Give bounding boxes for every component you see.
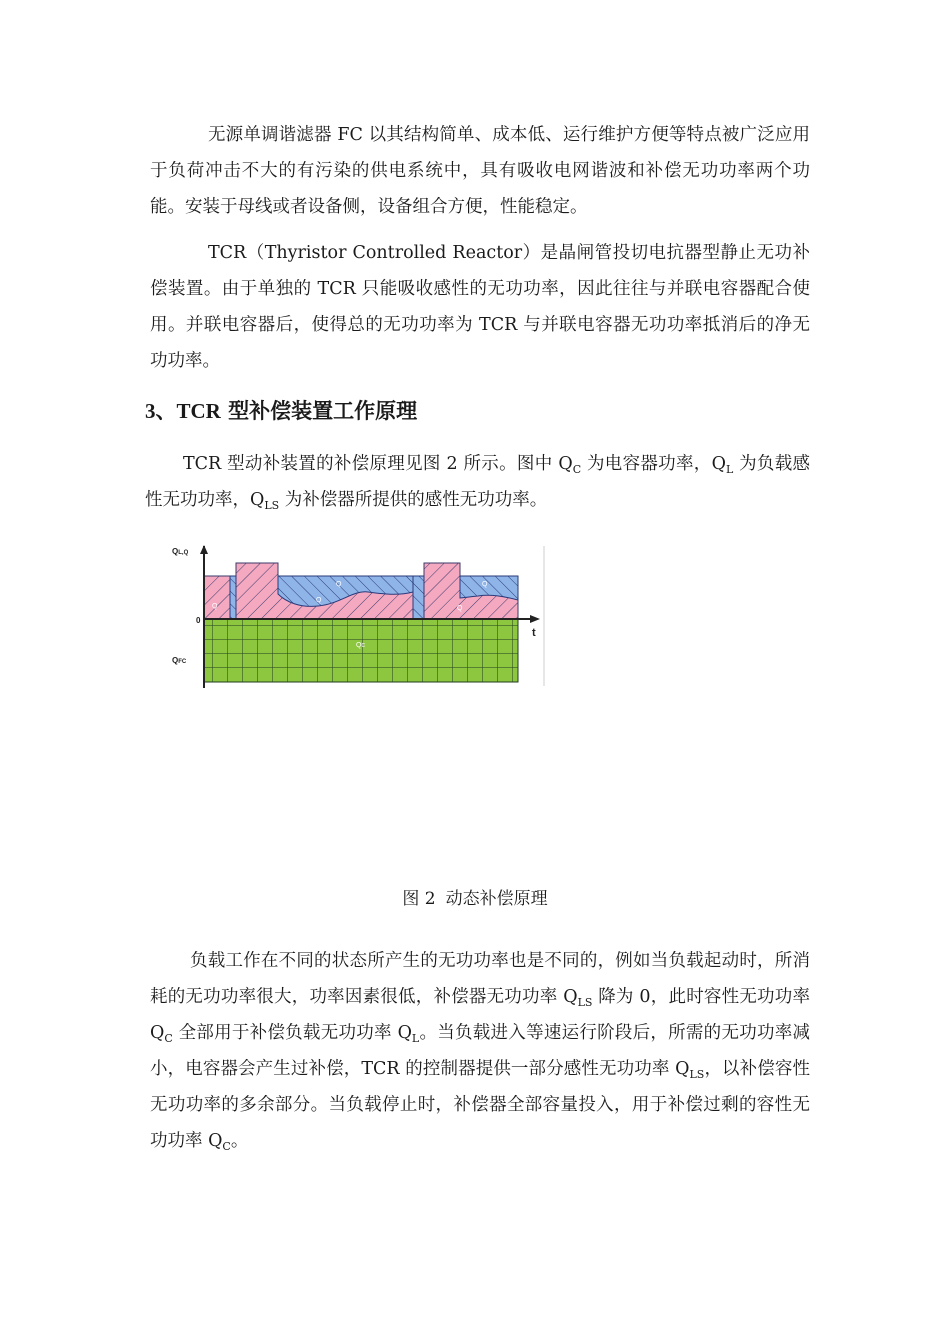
y-axis-label: QL,Q (172, 547, 189, 556)
region-label: Q (212, 603, 218, 610)
text-run: 为电容器功率，Q (581, 454, 726, 474)
paragraph-load-states (150, 943, 810, 1159)
text-run: 负载工作在不同的状态所产生的无功功率也是不同的，例如当负载起动时，所消耗的无功功率很大，功率因素很低，补偿器无功功率 Q (150, 951, 810, 1007)
subscript: LS (577, 996, 593, 1009)
section-title: 型补偿装置工作原理 (220, 398, 418, 423)
region-label: Q (482, 581, 488, 588)
subscript: LS (264, 499, 280, 512)
compensation-gap-1 (230, 576, 236, 619)
text-run: 为负载感性无功功率，Q (145, 454, 810, 510)
paragraph-tcr-definition: TCR（Thyristor Controlled Reactor）是晶闸管投切电抗器型静止无功补偿装置。由于单独的 TCR 只能吸收感性的无功功率，因此往往与并联电容器配合使用。并联电容器后，使得总的无功功率为 TCR 与并联电容器无功功率抵消后的净无功功率。 (150, 243, 810, 371)
text-run: 。 (230, 1131, 249, 1151)
text-run: 。当负载进入等速运行阶段后，所需的无功功率减小，电容器会产生过补偿，TCR 的控制器提供一部分感性无功功率 Q (150, 1023, 810, 1079)
zero-label: 0 (196, 616, 201, 625)
compensation-figure (168, 542, 548, 688)
subscript: LS (689, 1068, 705, 1081)
region-label: Q (457, 605, 463, 612)
fc-label: QFC (172, 656, 187, 665)
text-run: 降为 0，此时容性无功功率 Q (150, 987, 810, 1043)
text-run: TCR 型动补装置的补偿原理见图 2 所示。图中 Q (183, 454, 573, 474)
text-run: ，以补偿容性无功功率的多余部分。当负载停止时，补偿器全部容量投入，用于补偿过剩的容性无功功率 Q (150, 1059, 811, 1151)
figure-caption (0, 884, 950, 914)
capacitor-label: Qc (356, 642, 365, 649)
capacitor-band (204, 619, 518, 682)
text-run: 全部用于补偿负载无功功率 Q (172, 1023, 412, 1043)
subscript: L (411, 1032, 420, 1045)
t-label: t (532, 627, 536, 639)
paragraph-fc-filter: 无源单调谐滤器 FC 以其结构简单、成本低、运行维护方便等特点被广泛应用于负荷冲击不大的有污染的供电系统中，具有吸收电网谐波和补偿无功功率两个功能。安装于母线或者设备侧，设备组合方便，性能稳定。 (150, 125, 810, 217)
caption-number: 图 2 (402, 889, 436, 909)
text-run: 为补偿器所提供的感性无功功率。 (279, 490, 548, 510)
subscript: L (725, 463, 734, 476)
caption-title: 动态补偿原理 (445, 889, 548, 909)
compensation-diagram (168, 542, 548, 688)
section-heading (145, 393, 417, 429)
section-number: 3、TCR (145, 399, 221, 423)
paragraph-tcr-principle (145, 446, 810, 518)
region-label: Q (316, 597, 322, 604)
subscript: C (222, 1140, 231, 1153)
compensation-gap-2 (413, 576, 424, 619)
subscript: C (572, 463, 582, 476)
region-label: Q (336, 581, 342, 588)
subscript: C (164, 1032, 173, 1045)
